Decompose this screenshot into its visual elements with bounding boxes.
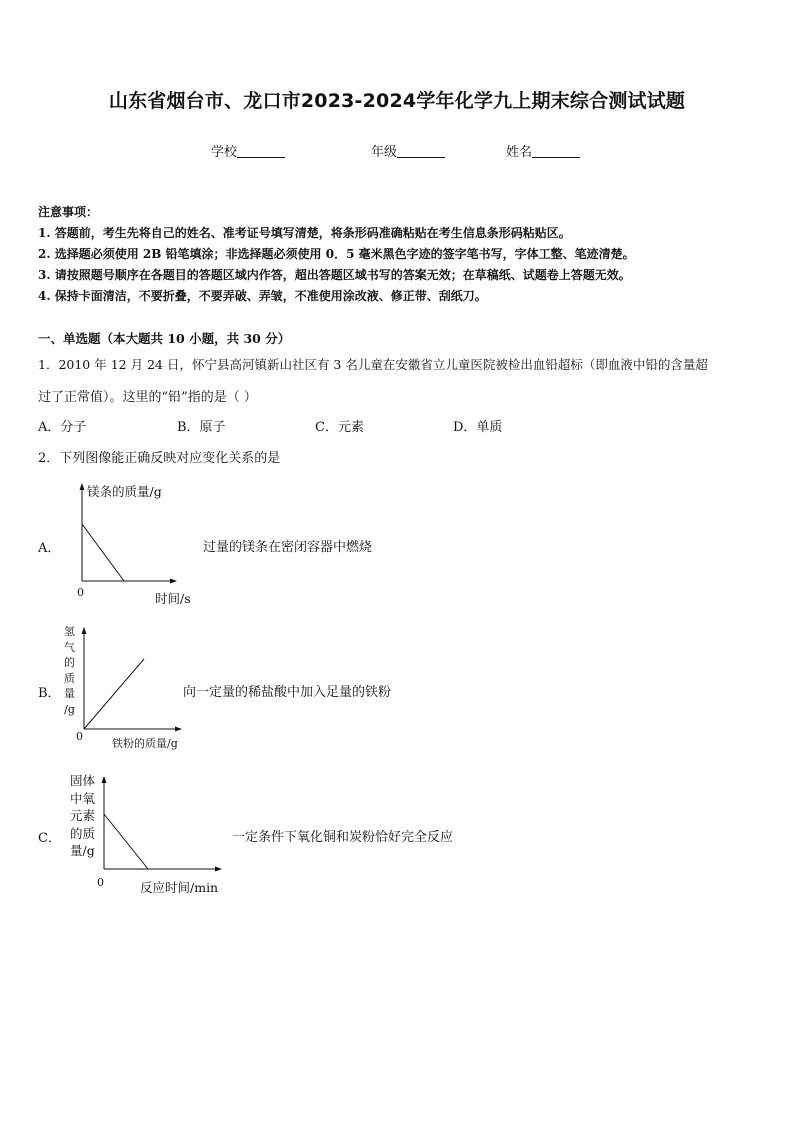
graph-b-y-label-char: 的 [64, 656, 75, 669]
graph-c-chart [80, 766, 230, 881]
graph-c-y-label-line: 元素 [70, 808, 96, 823]
q2-option-c-label[interactable]: C． [38, 831, 61, 846]
q1-option-a[interactable]: A．分子 [38, 420, 87, 435]
graph-c-y-label-line: 固体 [70, 773, 96, 788]
grade-blank[interactable] [397, 145, 445, 158]
notice-item: 4. 保持卡面清洁，不要折叠，不要弄破、弄皱，不准使用涂改液、修正带、刮纸刀。 [38, 289, 487, 303]
graph-c-y-label [70, 772, 95, 860]
graph-b-x-arrow [175, 727, 182, 732]
q1-option-b[interactable]: B．原子 [177, 420, 226, 435]
graph-a-x-arrow [170, 579, 177, 584]
page-title: 山东省烟台市、龙口市2023-2024学年化学九上期末综合测试试题 [108, 90, 686, 112]
graph-b-origin: 0 [76, 730, 83, 743]
graph-c-x-label: 反应时间/min [140, 880, 219, 895]
grade-label: 年级 [371, 145, 398, 160]
graph-b-y-label-char: 量 [64, 687, 75, 700]
graph-b-y-arrow [82, 627, 87, 634]
graph-b-y-label-char: /g [64, 702, 75, 716]
graph-b-y-label-char: 氢 [64, 625, 75, 638]
graph-b-y-label-char: 质 [64, 671, 75, 685]
q1-option-d[interactable]: D．单质 [453, 420, 503, 435]
q1-stem-line2: 过了正常值）。这里的“铅”指的是（ ） [38, 390, 257, 405]
school-field[interactable] [211, 141, 285, 160]
graph-b-description: 向一定量的稀盐酸中加入足量的铁粉 [183, 685, 392, 700]
q2-option-b-label[interactable]: B． [38, 686, 61, 701]
graph-b-y-label-char: 气 [64, 640, 75, 654]
graph-c-origin: 0 [97, 876, 104, 889]
graph-b-curve [84, 659, 144, 729]
graph-c-y-arrow [102, 776, 107, 783]
name-label: 姓名 [506, 145, 533, 160]
graph-c-y-label-line: 的质 [70, 825, 96, 841]
notice-item: 1. 答题前，考生先将自己的姓名、准考证号填写清楚，将条形码准确粘贴在考生信息条形码粘贴区。 [38, 226, 571, 240]
school-label: 学校 [211, 145, 238, 160]
graph-a-curve [82, 524, 124, 581]
notice-heading: 注意事项： [38, 205, 99, 219]
graph-c-y-label-line: 中氧 [70, 790, 96, 806]
graph-c-description: 一定条件下氧化铜和炭粉恰好完全反应 [232, 830, 454, 845]
name-blank[interactable] [532, 145, 580, 158]
name-field[interactable] [506, 141, 580, 160]
notice-item: 3. 请按照题号顺序在各题目的答题区域内作答，超出答题区域书写的答案无效；在草稿纸、试题卷上答题无效。 [38, 268, 631, 282]
graph-b-chart [60, 618, 200, 738]
graph-a-description: 过量的镁条在密闭容器中燃烧 [203, 540, 373, 555]
grade-field[interactable] [371, 141, 445, 160]
graph-c-x-arrow [215, 867, 222, 872]
school-blank[interactable] [237, 145, 285, 158]
graph-a-x-label: 时间/s [155, 591, 191, 606]
graph-c-y-label-line: 量/g [70, 843, 95, 858]
graph-a-y-label: 镁条的质量/g [87, 484, 162, 499]
q2-option-a-label[interactable]: A． [38, 541, 61, 556]
q1-option-c[interactable]: C．元素 [315, 420, 364, 435]
graph-a-origin: 0 [77, 586, 84, 599]
q2-stem: 2．下列图像能正确反映对应变化关系的是 [38, 451, 281, 466]
graph-b-y-label [64, 624, 75, 717]
graph-c-curve [104, 814, 148, 869]
notice-item: 2. 选择题必须使用 2B 铅笔填涂；非选择题必须使用 0．5 毫米黑色字迹的签字笔书写，字体工整、笔迹清楚。 [38, 247, 635, 261]
graph-b-x-label: 铁粉的质量/g [112, 737, 178, 750]
q1-stem-line1: 1．2010 年 12 月 24 日，怀宁县高河镇新山社区有 3 名儿童在安徽省立儿童医院被检出血铅超标（即血液中铅的含量超 [38, 357, 708, 372]
graph-a-y-arrow [80, 483, 85, 490]
section-heading: 一、单选题（本大题共 10 小题，共 30 分） [38, 331, 291, 346]
